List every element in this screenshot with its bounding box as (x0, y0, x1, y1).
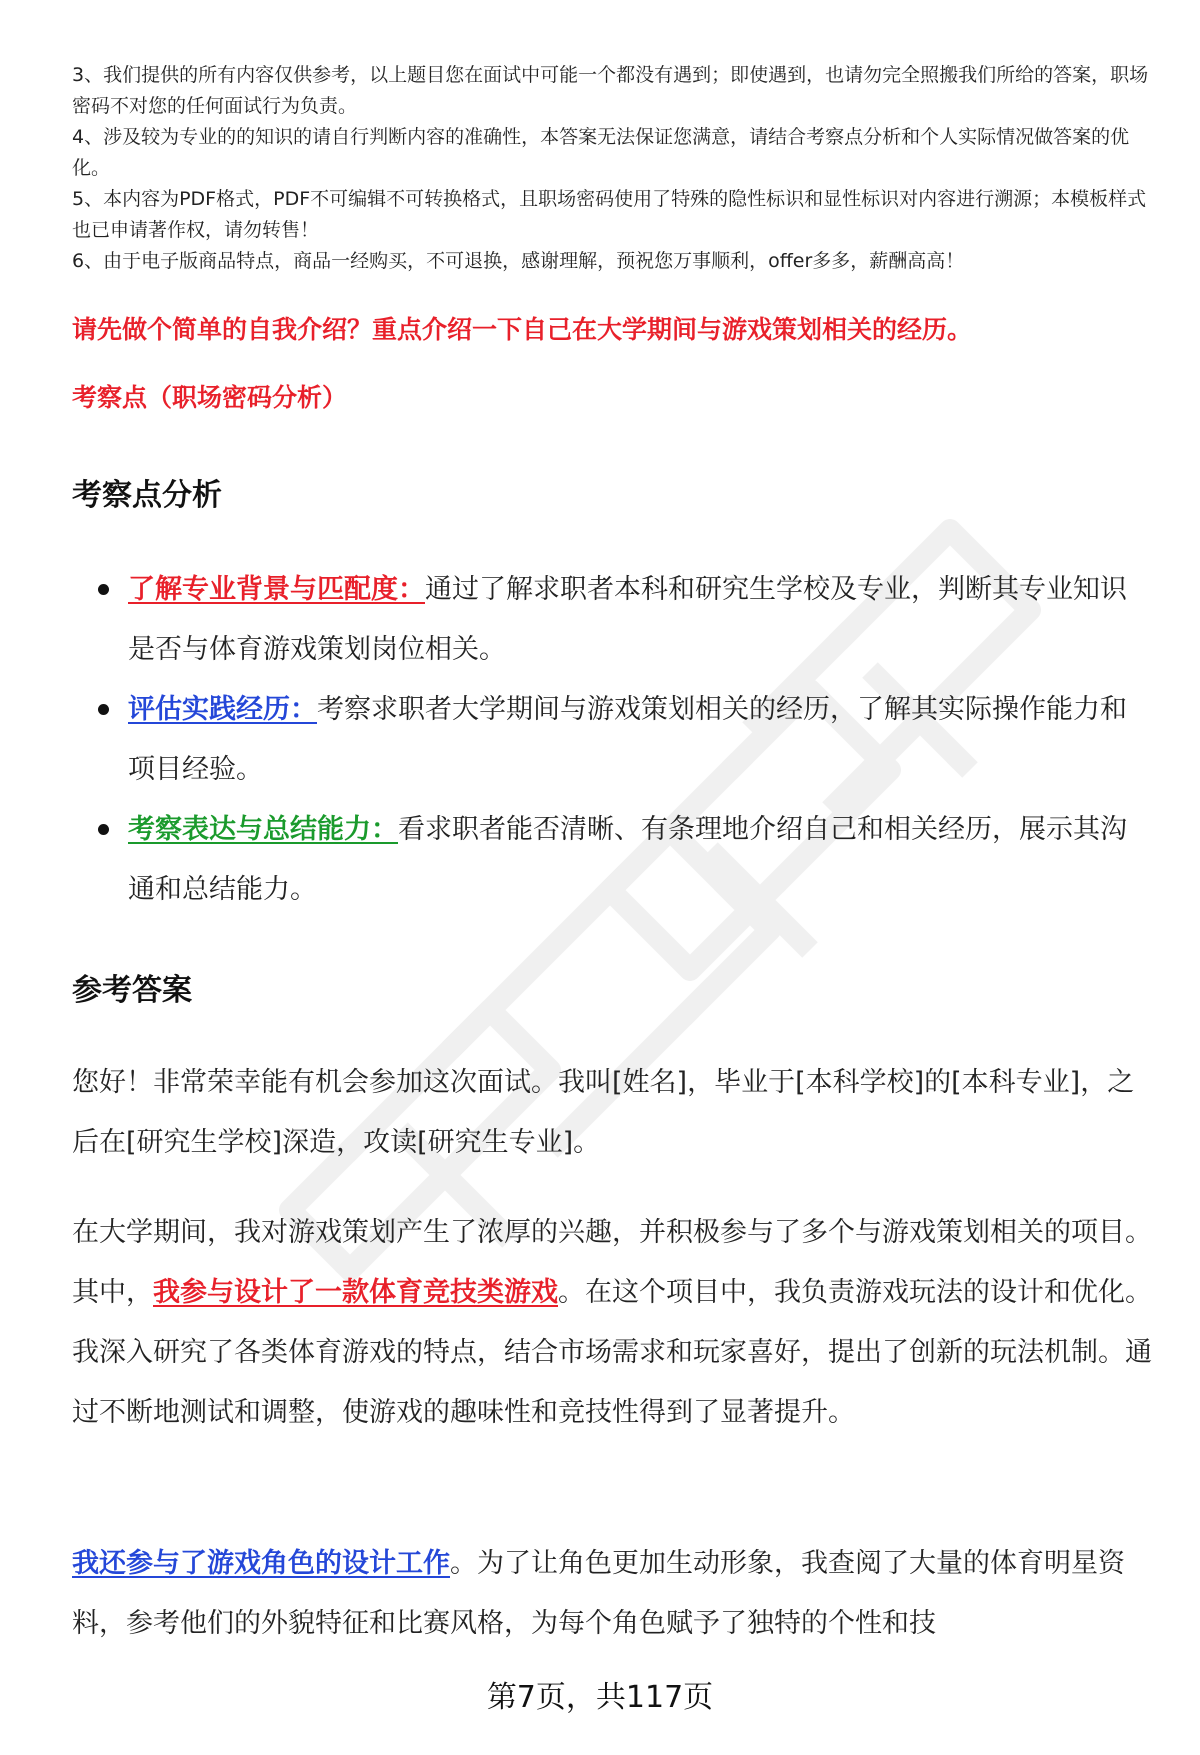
bullet-label: 评估实践经历： (128, 694, 317, 725)
bullet-label: 了解专业背景与匹配度： (128, 574, 425, 605)
disclaimer-notes (72, 60, 1162, 277)
analysis-bullet (72, 680, 1152, 800)
bullet-dot-icon (98, 824, 109, 835)
bullet-text: 看求职者能否清晰、有条理地介绍自己和相关经历，展示其沟通和总结能力。 (128, 814, 1127, 905)
bullet-text: 考察求职者大学期间与游戏策划相关的经历，了解其实际操作能力和项目经验。 (128, 694, 1127, 785)
analysis-bullet (72, 800, 1152, 920)
analysis-bullet (72, 560, 1152, 680)
answer-paragraph: 您好！非常荣幸能有机会参加这次面试。我叫[姓名]，毕业于[本科学校]的[本科专业]，之后在[研究生学校]深造，攻读[研究生专业]。 (72, 1067, 1135, 1158)
analysis-heading: 考察点分析 (72, 478, 222, 513)
paragraph-text: 。为了让角色更加生动形象，我查阅了大量的体育明星资料，参考他们的外貌特征和比赛风格，为每个角色赋予了独特的个性和技 (72, 1548, 1125, 1639)
bullet-dot-icon (98, 584, 109, 595)
note-item: 6、由于电子版商品特点，商品一经购买，不可退换，感谢理解，预祝您万事顺利，offer多多，薪酬高高！ (72, 250, 965, 272)
note-item: 4、涉及较为专业的的知识的请自行判断内容的准确性，本答案无法保证您满意，请结合考察点分析和个人实际情况做答案的优化。 (72, 126, 1130, 179)
note-item: 5、本内容为PDF格式，PDF不可编辑不可转换格式，且职场密码使用了特殊的隐性标识和显性标识对内容进行溯源；本模板样式也已申请著作权，请勿转售！ (72, 188, 1147, 241)
note-item: 3、我们提供的所有内容仅供参考，以上题目您在面试中可能一个都没有遇到；即使遇到，也请勿完全照搬我们所给的答案，职场密码不对您的任何面试行为负责。 (72, 64, 1149, 117)
highlight-text: 我还参与了游戏角色的设计工作 (72, 1548, 450, 1579)
answer-paragraph (72, 1203, 1152, 1443)
kcd-label: 考察点（职场密码分析） (72, 383, 348, 412)
bullet-dot-icon (98, 704, 109, 715)
answer-heading: 参考答案 (72, 973, 192, 1008)
bullet-label: 考察表达与总结能力： (128, 814, 398, 845)
paragraph-text: 在大学期间，我对游戏策划产生了浓厚的兴趣，并积极参与了多个与游戏策划相关的项目。其中， (72, 1217, 1152, 1308)
interview-question: 请先做个简单的自我介绍？重点介绍一下自己在大学期间与游戏策划相关的经历。 (72, 315, 973, 344)
highlight-text: 我参与设计了一款体育竞技类游戏 (153, 1277, 558, 1308)
analysis-bullet-list (72, 560, 1152, 920)
bullet-text: 通过了解求职者本科和研究生学校及专业，判断其专业知识是否与体育游戏策划岗位相关。 (128, 574, 1127, 665)
page-number: 第7页，共117页 (486, 1680, 714, 1715)
paragraph-text: 。在这个项目中，我负责游戏玩法的设计和优化。我深入研究了各类体育游戏的特点，结合市场需求和玩家喜好，提出了创新的玩法机制。通过不断地测试和调整，使游戏的趣味性和竞技性得到了显著提升。 (72, 1277, 1152, 1428)
answer-paragraph (72, 1534, 1152, 1654)
